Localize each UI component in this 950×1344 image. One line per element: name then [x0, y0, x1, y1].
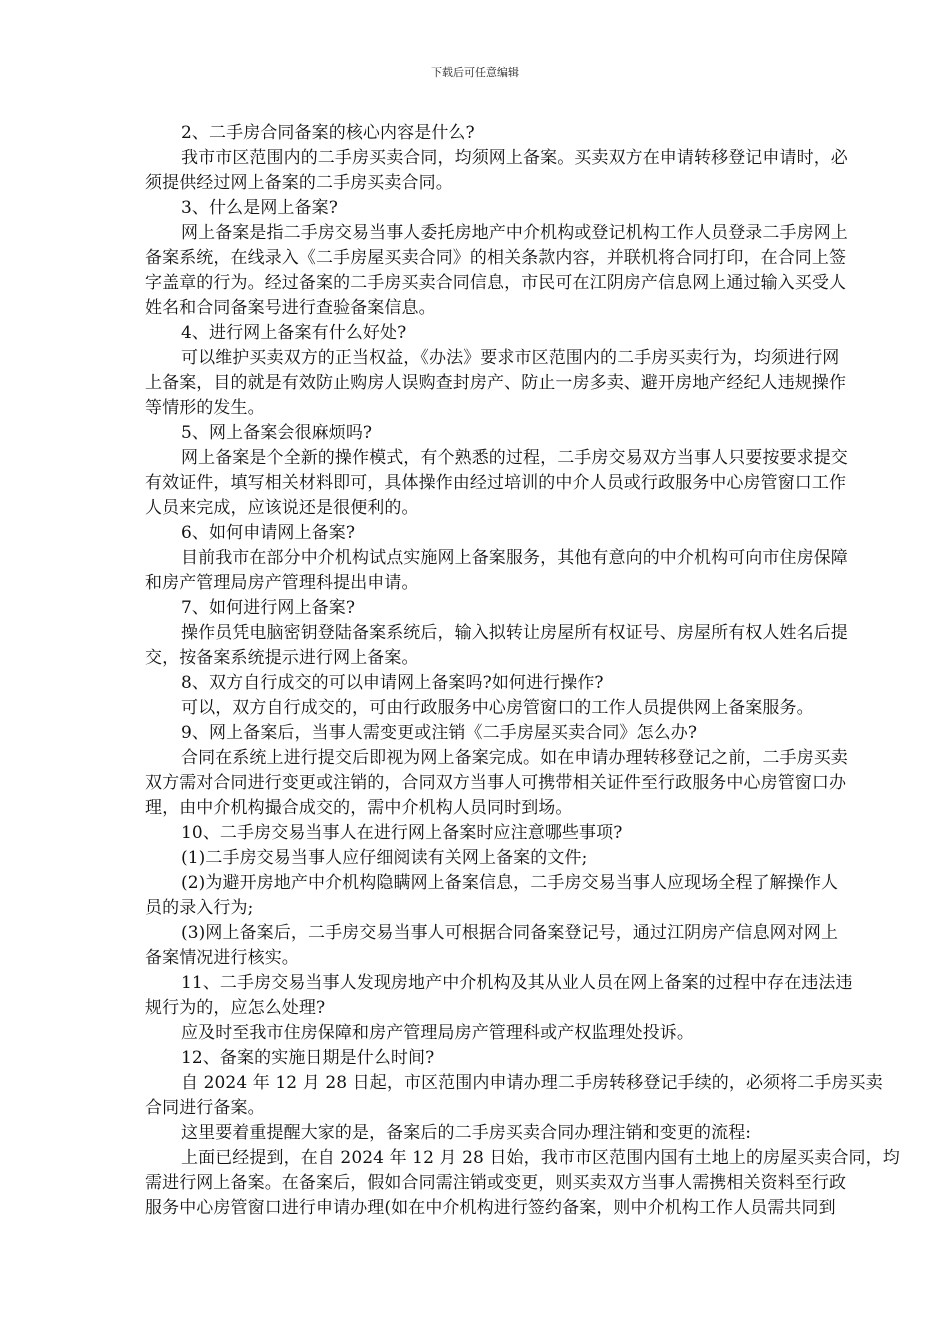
text-line: 11、二手房交易当事人发现房地产中介机构及其从业人员在网上备案的过程中存在违法违: [181, 973, 853, 993]
text-line: 双方需对合同进行变更或注销的，合同双方当事人可携带相关证件至行政服务中心房管窗口办: [145, 773, 847, 793]
text-line: 人员来完成，应该说还是很便利的。: [145, 498, 419, 518]
text-line: 2、二手房合同备案的核心内容是什么?: [181, 123, 475, 143]
text-line: 目前我市在部分中介机构试点实施网上备案服务，其他有意向的中介机构可向市住房保障: [181, 548, 848, 568]
text-line: 需进行网上备案。在备案后，假如合同需注销或变更，则买卖双方当事人需携相关资料至行政: [145, 1173, 847, 1193]
text-line: 8、双方自行成交的可以申请网上备案吗?如何进行操作?: [181, 673, 604, 693]
text-line: 12、备案的实施日期是什么时间?: [181, 1048, 435, 1068]
text-line: 6、如何申请网上备案?: [181, 523, 356, 543]
text-line: 这里要着重提醒大家的是，备案后的二手房买卖合同办理注销和变更的流程:: [181, 1123, 752, 1143]
text-line: 操作员凭电脑密钥登陆备案系统后，输入拟转让房屋所有权证号、房屋所有权人姓名后提: [181, 623, 848, 643]
text-line: 服务中心房管窗口进行申请办理(如在中介机构进行签约备案，则中介机构工作人员需共同到: [145, 1198, 836, 1218]
text-line: 和房产管理局房产管理科提出申请。: [145, 573, 419, 593]
text-line: 员的录入行为;: [145, 898, 254, 918]
text-line: 可以，双方自行成交的，可由行政服务中心房管窗口的工作人员提供网上备案服务。: [181, 698, 814, 718]
text-line: 我市市区范围内的二手房买卖合同，均须网上备案。买卖双方在申请转移登记申请时，必: [181, 148, 848, 168]
text-line: 上面已经提到，在自 2024 年 12 月 28 日始，我市市区范围内国有土地上的房屋买卖合同，均: [181, 1148, 900, 1168]
text-line: 合同在系统上进行提交后即视为网上备案完成。如在申请办理转移登记之前，二手房买卖: [181, 748, 848, 768]
text-line: 备案系统，在线录入《二手房屋买卖合同》的相关条款内容，并联机将合同打印，在合同上签: [145, 248, 847, 268]
text-line: (1)二手房交易当事人应仔细阅读有关网上备案的文件;: [181, 848, 588, 868]
text-line: 应及时至我市住房保障和房产管理局房产管理科或产权监理处投诉。: [181, 1023, 694, 1043]
text-line: 字盖章的行为。经过备案的二手房买卖合同信息，市民可在江阴房产信息网上通过输入买受人: [145, 273, 847, 293]
text-line: 3、什么是网上备案?: [181, 198, 338, 218]
text-line: 规行为的，应怎么处理?: [145, 998, 326, 1018]
text-line: 7、如何进行网上备案?: [181, 598, 356, 618]
text-line: 交，按备案系统提示进行网上备案。: [145, 648, 419, 668]
text-line: 自 2024 年 12 月 28 日起，市区范围内申请办理二手房转移登记手续的，必须将二手房买卖: [181, 1073, 883, 1093]
text-line: 5、网上备案会很麻烦吗?: [181, 423, 373, 443]
page-header: 下载后可任意编辑: [431, 66, 519, 79]
text-line: 等情形的发生。: [145, 398, 265, 418]
text-line: 上备案，目的就是有效防止购房人误购查封房产、防止一房多卖、避开房地产经纪人违规操作: [145, 373, 847, 393]
text-line: 10、二手房交易当事人在进行网上备案时应注意哪些事项?: [181, 823, 623, 843]
text-line: 网上备案是个全新的操作模式，有个熟悉的过程，二手房交易双方当事人只要按要求提交: [181, 448, 848, 468]
document-body: [145, 121, 935, 1221]
text-line: (2)为避开房地产中介机构隐瞒网上备案信息，二手房交易当事人应现场全程了解操作人: [181, 873, 839, 893]
text-line: (3)网上备案后，二手房交易当事人可根据合同备案登记号，通过江阴房产信息网对网上: [181, 923, 839, 943]
text-line: 合同进行备案。: [145, 1098, 265, 1118]
text-line: 网上备案是指二手房交易当事人委托房地产中介机构或登记机构工作人员登录二手房网上: [181, 223, 848, 243]
text-line: 9、网上备案后，当事人需变更或注销《二手房屋买卖合同》怎么办?: [181, 723, 698, 743]
text-line: 须提供经过网上备案的二手房买卖合同。: [145, 173, 453, 193]
text-line: 姓名和合同备案号进行查验备案信息。: [145, 298, 436, 318]
text-line: 备案情况进行核实。: [145, 948, 299, 968]
text-line: 4、进行网上备案有什么好处?: [181, 323, 407, 343]
text-line: 有效证件，填写相关材料即可，具体操作由经过培训的中介人员或行政服务中心房管窗口工作: [145, 473, 847, 493]
text-line: 可以维护买卖双方的正当权益，《办法》要求市区范围内的二手房买卖行为，均须进行网: [181, 348, 840, 368]
text-line: 理，由中介机构撮合成交的，需中介机构人员同时到场。: [145, 798, 573, 818]
